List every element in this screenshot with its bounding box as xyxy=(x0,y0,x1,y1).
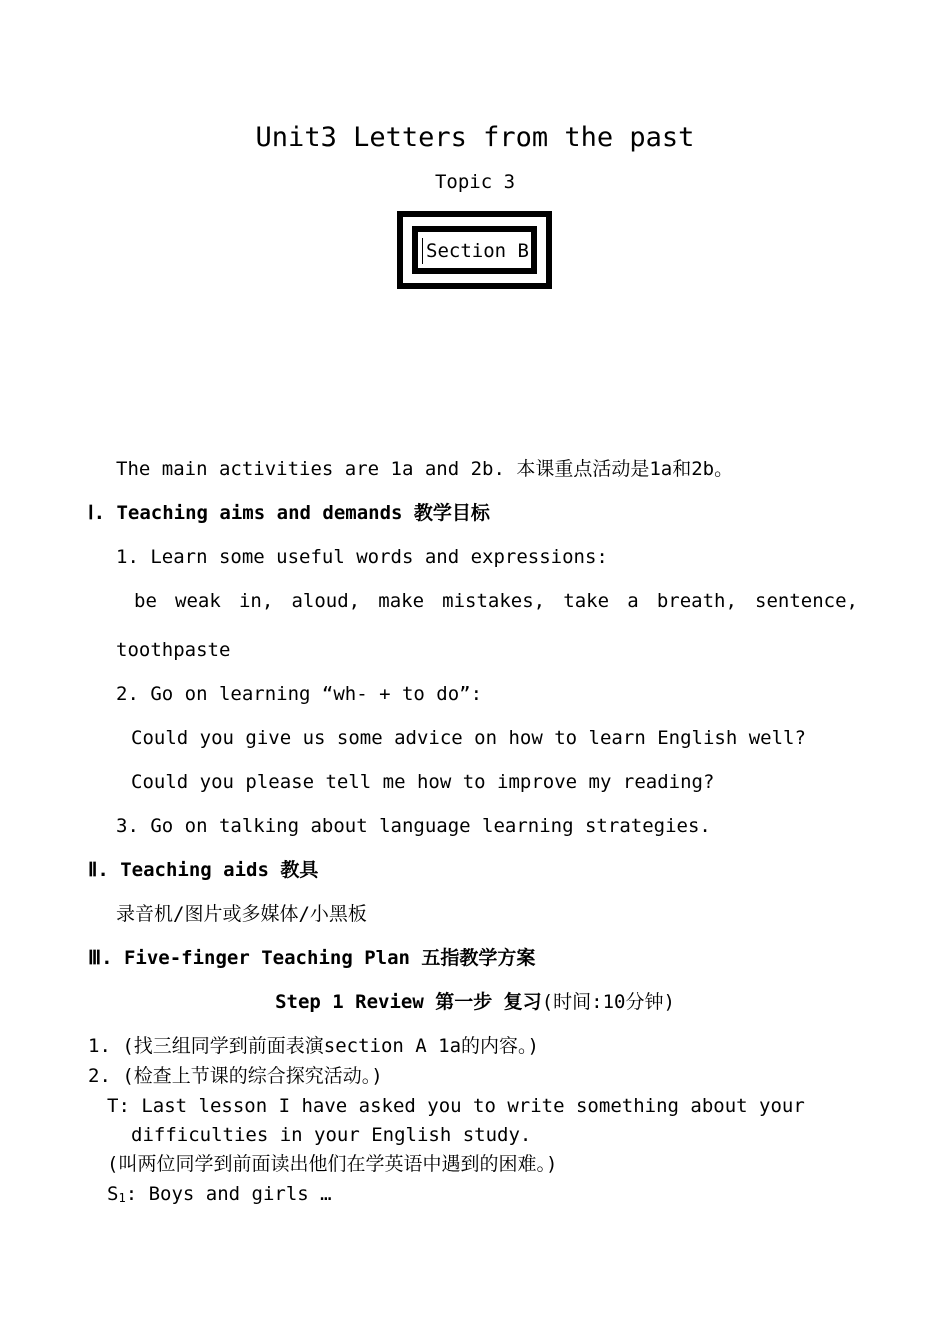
student-line xyxy=(107,1181,332,1211)
topic-label: Topic 3 xyxy=(434,171,516,193)
part1-item3: 3. Go on talking about language learning strategies. xyxy=(116,815,711,837)
part1-heading: Ⅰ. Teaching aims and demands 教学目标 xyxy=(88,502,490,524)
vocab-word: weak xyxy=(175,590,221,612)
vocab-word: make xyxy=(378,590,425,612)
student-label: S xyxy=(107,1183,119,1205)
teaching-aids-list: 录音机/图片或多媒体/小黑板 xyxy=(116,903,367,925)
step1-title: Step 1 Review 第一步 复习 xyxy=(275,991,542,1013)
example-sentence-2: Could you please tell me how to improve my reading? xyxy=(131,771,715,793)
vocab-word: be xyxy=(134,590,157,612)
vocab-word: sentence, xyxy=(755,590,858,612)
part3-heading: Ⅲ. Five-finger Teaching Plan 五指教学方案 xyxy=(88,947,536,969)
step1-item2: 2. (检查上节课的综合探究活动。) xyxy=(88,1065,383,1087)
vocab-word: breath, xyxy=(656,590,737,612)
vocab-word: aloud, xyxy=(291,590,361,612)
step1-heading xyxy=(0,989,950,1015)
vocab-word: take xyxy=(563,590,610,612)
vocab-word: mistakes, xyxy=(442,590,546,612)
example-sentence-1: Could you give us some advice on how to learn English well? xyxy=(131,727,806,749)
vocab-word: a xyxy=(627,590,639,612)
vocab-word: in, xyxy=(238,590,274,612)
teacher-line-1: T: Last lesson I have asked you to write something about your xyxy=(107,1095,805,1117)
section-label: Section B xyxy=(422,238,533,264)
step1-time: (时间:10分钟) xyxy=(541,991,675,1013)
vocabulary-line xyxy=(134,588,858,614)
student-number: 1 xyxy=(118,1191,126,1205)
document-title: Unit3 Letters from the past xyxy=(255,122,695,153)
student-speech: : Boys and girls … xyxy=(125,1183,332,1205)
classroom-note: (叫两位同学到前面读出他们在学英语中遇到的困难。) xyxy=(107,1153,558,1175)
part2-heading: Ⅱ. Teaching aids 教具 xyxy=(88,859,319,881)
part1-item2: 2. Go on learning “wh- + to do”: xyxy=(116,683,483,705)
teacher-line-2: difficulties in your English study. xyxy=(131,1124,532,1146)
intro-line: The main activities are 1a and 2b. 本课重点活动是1a和2b。 xyxy=(116,458,734,480)
vocabulary-continuation: toothpaste xyxy=(116,639,231,661)
step1-item1: 1. (找三组同学到前面表演section A 1a的内容。) xyxy=(88,1035,539,1057)
part1-item1: 1. Learn some useful words and expressions: xyxy=(116,546,608,568)
